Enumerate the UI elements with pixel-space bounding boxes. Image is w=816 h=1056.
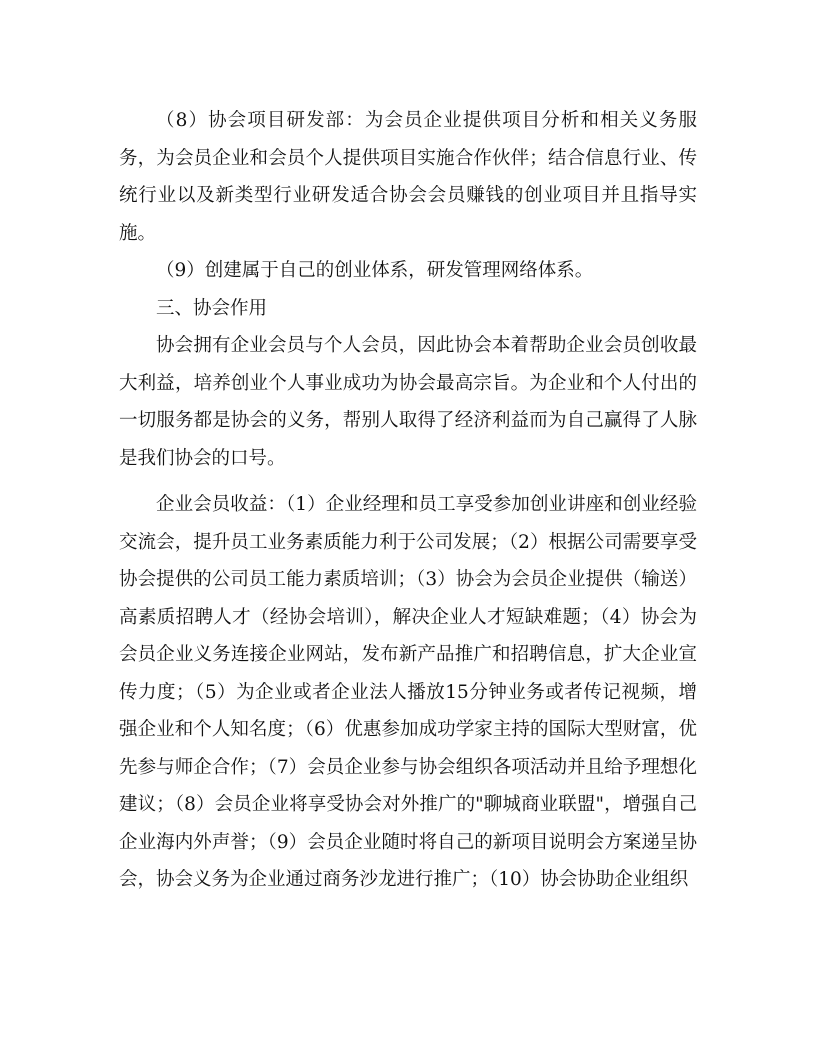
section-heading-association-role: 三、协会作用 xyxy=(156,297,268,319)
paragraph-research-department: （8）协会项目研发部：为会员企业提供项目分析和相关义务服务，为会员企业和会员个人提供项目实施合作伙伴；结合信息行业、传统行业以及新类型行业研发适合协会会员赚钱的创业项目并且指导实施。 xyxy=(119,110,697,244)
paragraph-business-system: （9）创建属于自己的创业体系，研发管理网络体系。 xyxy=(156,260,594,281)
document-body xyxy=(119,102,697,899)
paragraph-association-purpose: 协会拥有企业会员与个人会员，因此协会本着帮助企业会员创收最大利益，培养创业个人事业成功为协会最高宗旨。为企业和个人付出的一切服务都是协会的义务，帮别人取得了经济利益而为自己赢得了人脉是我们协会的口号。 xyxy=(119,335,697,469)
paragraph-member-benefits: 企业会员收益：（1）企业经理和员工享受参加创业讲座和创业经验交流会，提升员工业务素质能力利于公司发展；（2）根据公司需要享受协会提供的公司员工能力素质培训；（3）协会为会员企业提供（输送）高素质招聘人才（经协会培训），解决企业人才短缺难题；（4）协会为会员企业义务连接企业网站，发布新产品推广和招聘信息，扩大企业宣传力度；（5）为企业或者企业法人播放15分钟业务或者传记视频，增强企业和个人知名度；（6）优惠参加成功学家主持的国际大型财富，优先参与师企合作；（7）会员企业参与协会组织各项活动并且给予理想化建议；（8）会员企业将享受协会对外推广的"聊城商业联盟"，增强自己企业海内外声誉；（9）会员企业随时将自己的新项目说明会方案递呈协会，协会义务为企业通过商务沙龙进行推广；（10）协会协助企业组织 xyxy=(119,494,697,890)
